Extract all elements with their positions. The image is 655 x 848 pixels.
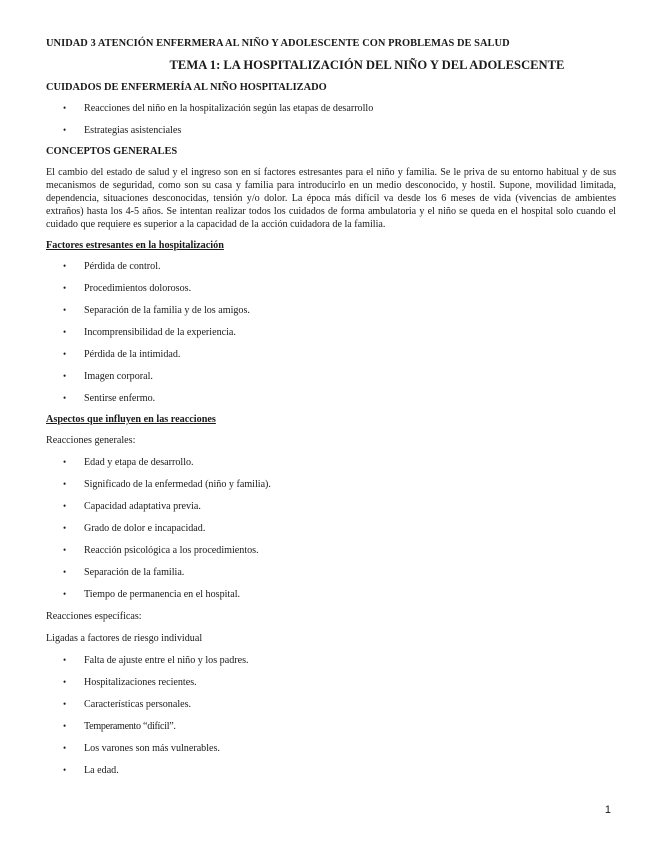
section-conceptos-title: CONCEPTOS GENERALES	[46, 146, 178, 157]
page-number: 1	[604, 804, 611, 816]
list-item: • Separación de la familia y de los amigos.	[46, 304, 616, 317]
risk-factors-label: Ligadas a factores de riesgo individual	[46, 633, 203, 644]
list-item: • Grado de dolor e incapacidad.	[46, 522, 616, 535]
list-item: • Incomprensibilidad de la experiencia.	[46, 326, 616, 339]
list-item: • Reacciones del niño en la hospitalización según las etapas de desarrollo	[46, 102, 616, 115]
section-cuidados-title: CUIDADOS DE ENFERMERÍA AL NIÑO HOSPITALIZADO	[46, 82, 327, 93]
topic-title: TEMA 1: LA HOSPITALIZACIÓN DEL NIÑO Y DEL ADOLESCENTE	[169, 58, 565, 72]
specific-reactions-label: Reacciones específicas:	[46, 611, 142, 622]
aspectos-heading: Aspectos que influyen en las reacciones	[46, 414, 216, 425]
general-reactions-label: Reacciones generales:	[46, 435, 136, 446]
list-item: • Los varones son más vulnerables.	[46, 742, 616, 755]
list-item: • Falta de ajuste entre el niño y los padres.	[46, 654, 616, 667]
list-item: • Estrategias asistenciales	[46, 124, 616, 137]
list-item: • Separación de la familia.	[46, 566, 616, 579]
list-item: • Imagen corporal.	[46, 370, 616, 383]
cuidados-list	[46, 102, 616, 137]
list-item: • La edad.	[46, 764, 616, 777]
list-item: • Reacción psicológica a los procedimientos.	[46, 544, 616, 557]
list-item: • Características personales.	[46, 698, 616, 711]
list-item: • Pérdida de la intimidad.	[46, 348, 616, 361]
list-item: • Temperamento “difícil”.	[46, 720, 616, 733]
page-content	[46, 38, 616, 786]
factores-heading: Factores estresantes en la hospitalización	[46, 240, 224, 251]
general-reactions-list	[46, 456, 616, 601]
list-item: • Procedimientos dolorosos.	[46, 282, 616, 295]
conceptos-paragraph: El cambio del estado de salud y el ingreso son en sí factores estresantes para el niño y familia. Se le priva de su entorno habitual y de sus mecanismos de seguridad, como son su casa y familia para introducirlo en un medio desconocido, y hostil. Supone, movilidad limitada, dependencia, situaciones desconocidas, tensión y/o dolor. La época más difícil va desde los 6 meses de vida (vivencias de ambientes extraños) hasta los 4-5 años. Se intentan realizar todos los cuidados de forma ambulatoria y el niño se queda en el hospital solo cuando el cuidado que requiere es superior a la capacidad de la acción cuidadora de la familia.	[46, 167, 616, 230]
list-item: • Sentirse enfermo.	[46, 392, 616, 405]
list-item: • Edad y etapa de desarrollo.	[46, 456, 616, 469]
factores-list	[46, 260, 616, 405]
list-item: • Pérdida de control.	[46, 260, 616, 273]
list-item: • Capacidad adaptativa previa.	[46, 500, 616, 513]
unit-title: UNIDAD 3 ATENCIÓN ENFERMERA AL NIÑO Y ADOLESCENTE CON PROBLEMAS DE SALUD	[46, 38, 510, 49]
list-item: • Significado de la enfermedad (niño y familia).	[46, 478, 616, 491]
risk-factors-list	[46, 654, 616, 777]
list-item: • Hospitalizaciones recientes.	[46, 676, 616, 689]
list-item: • Tiempo de permanencia en el hospital.	[46, 588, 616, 601]
